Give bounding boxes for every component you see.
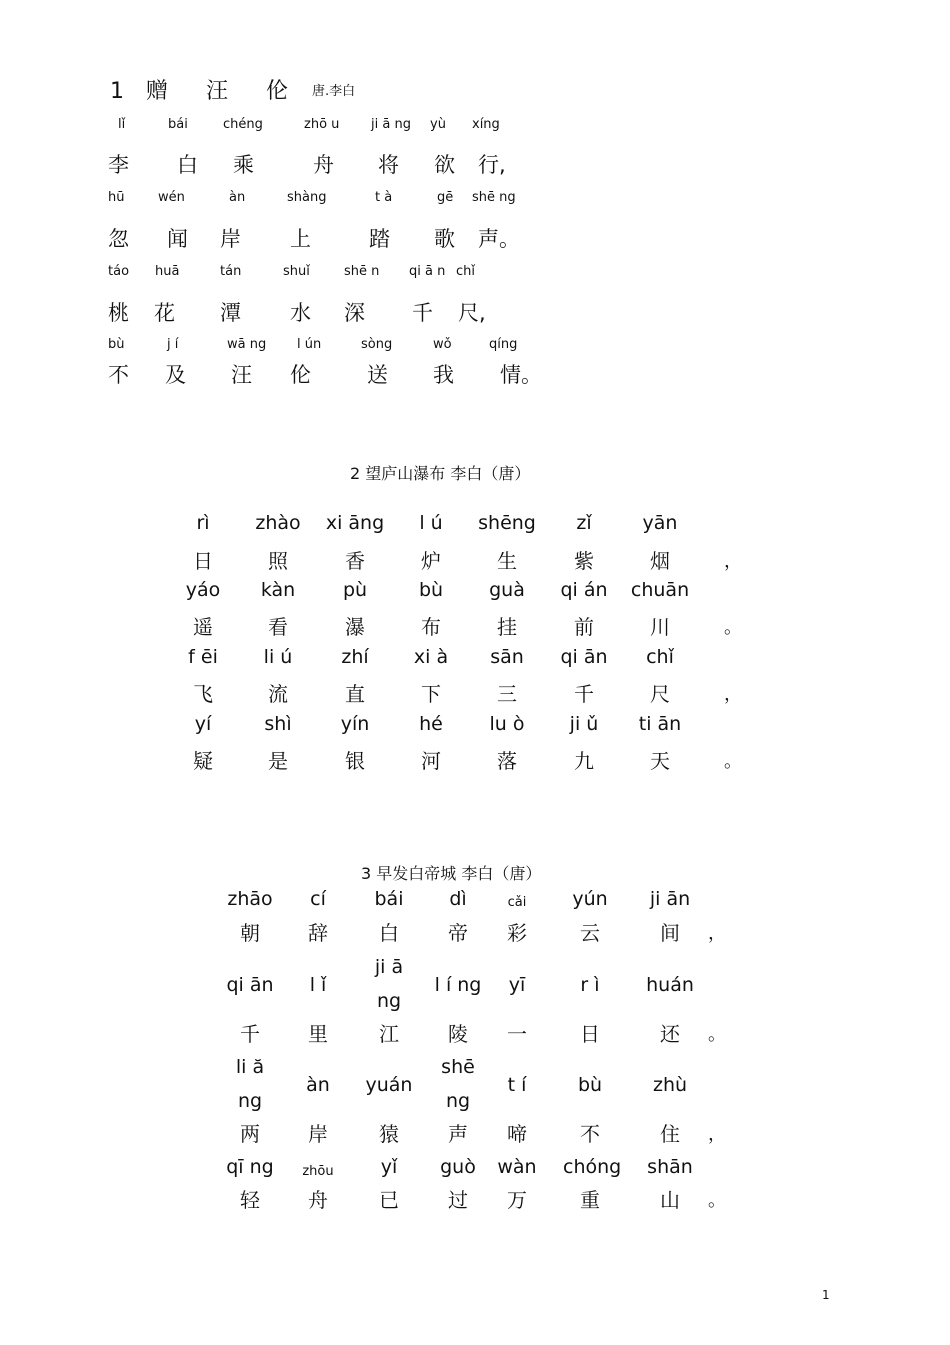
poem1-pinyin: yù xyxy=(430,117,446,132)
poem3-char: 帝 xyxy=(448,921,468,945)
poem2-pinyin: l ú xyxy=(419,512,443,534)
poem1-pinyin: j í xyxy=(167,337,179,352)
poem2-char: 挂 xyxy=(497,615,517,639)
poem2-pinyin: pù xyxy=(342,579,368,601)
poem2-char: 川 xyxy=(650,615,670,639)
poem1-pinyin: chéng xyxy=(223,117,263,132)
poem2-pinyin: qi án xyxy=(560,579,608,601)
poem3-char: 陵 xyxy=(448,1022,468,1046)
poem2-pinyin: zhí xyxy=(341,646,369,668)
poem2-char: 尺 xyxy=(650,682,670,706)
poem1-pinyin: shē ng xyxy=(472,190,516,205)
poem2-pinyin: kàn xyxy=(260,579,296,601)
poem3-pinyin: wàn xyxy=(497,1156,537,1178)
poem2-char: 前 xyxy=(574,615,594,639)
poem2-char: 疑 xyxy=(193,749,213,773)
poem2-pinyin: xi āng xyxy=(325,512,385,534)
poem2-heading: 2 望庐山瀑布 李白（唐） xyxy=(350,464,531,483)
poem1-pinyin: zhō u xyxy=(304,117,340,132)
poem1-pinyin: wǒ xyxy=(433,337,452,352)
poem3-pinyin: l í ng xyxy=(434,974,482,996)
poem2-char: 紫 xyxy=(574,549,594,573)
poem3-pinyin: chóng xyxy=(563,1156,622,1178)
poem2-char: 三 xyxy=(497,682,517,706)
poem2-char: 直 xyxy=(345,682,365,706)
poem2-char: 河 xyxy=(421,749,441,773)
poem2-pinyin: yí xyxy=(194,713,212,735)
poem1-pinyin: àn xyxy=(229,190,246,205)
poem2-pinyin: qi ān xyxy=(560,646,608,668)
poem3-char: 已 xyxy=(379,1188,399,1212)
poem1-pinyin: shuǐ xyxy=(283,264,310,279)
poem2-pinyin: zhào xyxy=(255,512,301,534)
poem3-char: 岸 xyxy=(308,1122,328,1146)
poem1-char: 伦 xyxy=(290,363,311,387)
poem2-char: 看 xyxy=(268,615,288,639)
poem2-punctuation: ， xyxy=(724,551,742,572)
poem1-char: 桃 xyxy=(108,301,129,325)
poem1-char: 及 xyxy=(165,363,186,387)
poem1-pinyin: qi ā n xyxy=(409,264,446,279)
poem2-char: 烟 xyxy=(650,549,670,573)
poem2-char: 落 xyxy=(497,749,517,773)
poem2-char: 流 xyxy=(268,682,288,706)
poem3-pinyin: ji ā ng xyxy=(374,956,404,1012)
poem2-pinyin: li ú xyxy=(263,646,293,668)
poem1-pinyin: chǐ xyxy=(456,264,475,279)
poem2-char: 是 xyxy=(268,749,288,773)
poem1-pinyin: huā xyxy=(155,264,180,279)
poem1-number: 1 xyxy=(110,79,124,104)
poem2-pinyin: rì xyxy=(196,512,210,534)
poem2-pinyin: shì xyxy=(264,713,292,735)
poem1-pinyin: t à xyxy=(375,190,393,205)
poem1-char: 千 xyxy=(412,301,433,325)
poem3-pinyin: guò xyxy=(440,1156,476,1178)
poem2-pinyin: ti ān xyxy=(638,713,682,735)
poem3-char: 过 xyxy=(448,1188,468,1212)
poem1-char: 踏 xyxy=(369,227,390,251)
poem2-char: 九 xyxy=(574,749,594,773)
poem2-char: 炉 xyxy=(421,549,441,573)
poem3-pinyin: zhōu xyxy=(302,1164,334,1179)
poem2-pinyin: zǐ xyxy=(576,512,592,534)
poem3-pinyin: l ǐ xyxy=(309,974,327,996)
poem1-title-char: 伦 xyxy=(266,79,289,104)
poem1-char: 舟 xyxy=(313,153,334,177)
poem1-pinyin: xíng xyxy=(472,117,500,132)
poem1-pinyin: gē xyxy=(437,190,454,205)
poem3-char: 里 xyxy=(308,1022,328,1046)
poem3-pinyin: yuán xyxy=(365,1074,413,1096)
poem1-pinyin: hū xyxy=(108,190,125,205)
poem2-char: 飞 xyxy=(193,682,213,706)
poem3-char: 朝 xyxy=(240,921,260,945)
poem3-char: 舟 xyxy=(308,1188,328,1212)
poem1-char: 花 xyxy=(154,301,175,325)
poem1-title xyxy=(110,74,355,105)
poem2-punctuation: ， xyxy=(724,684,742,705)
poem3-char: 猿 xyxy=(379,1122,399,1146)
poem1-char: 我 xyxy=(433,363,454,387)
poem3-pinyin: qī ng xyxy=(226,1156,274,1178)
poem3-char: 白 xyxy=(379,921,399,945)
poem3-char: 还 xyxy=(660,1022,680,1046)
poem1-pinyin: wā ng xyxy=(227,337,267,352)
poem1-title-char: 汪 xyxy=(206,79,229,104)
poem3-char: 重 xyxy=(580,1188,600,1212)
poem3-char: 山 xyxy=(660,1188,680,1212)
poem3-char: 间 xyxy=(660,921,680,945)
poem1-char: 将 xyxy=(378,153,399,177)
poem3-punctuation: 。 xyxy=(708,1190,726,1211)
poem2-pinyin: yáo xyxy=(185,579,221,601)
poem2-pinyin: ji ǔ xyxy=(569,713,599,735)
poem1-pinyin: tán xyxy=(220,264,242,279)
poem3-punctuation: 。 xyxy=(708,1024,726,1045)
poem3-pinyin: àn xyxy=(306,1074,330,1096)
poem1-char: 声。 xyxy=(478,227,520,251)
poem3-pinyin: bái xyxy=(374,888,404,910)
poem3-char: 辞 xyxy=(308,921,328,945)
poem3-pinyin: yǐ xyxy=(380,1156,398,1178)
poem3-pinyin: yī xyxy=(508,974,526,996)
poem3-punctuation: ， xyxy=(708,1124,726,1145)
poem3-pinyin: huán xyxy=(646,974,694,996)
poem2-pinyin: xi à xyxy=(413,646,449,668)
poem3-char: 住 xyxy=(660,1122,680,1146)
poem1-char: 忽 xyxy=(108,227,129,251)
poem1-char: 乘 xyxy=(233,153,254,177)
poem1-pinyin: l ún xyxy=(297,337,322,352)
page-number: 1 xyxy=(822,1288,830,1302)
poem3-char: 万 xyxy=(507,1188,527,1212)
poem2-punctuation: 。 xyxy=(724,751,742,772)
poem2-pinyin: sān xyxy=(490,646,524,668)
poem3-pinyin: bù xyxy=(577,1074,603,1096)
poem3-pinyin: r ì xyxy=(580,974,600,996)
poem3-pinyin: zhāo xyxy=(227,888,273,910)
poem3-pinyin: shān xyxy=(647,1156,693,1178)
poem1-pinyin: táo xyxy=(108,264,130,279)
poem1-char: 歌 xyxy=(434,227,455,251)
poem2-pinyin: bù xyxy=(418,579,444,601)
poem2-pinyin: chuān xyxy=(630,579,690,601)
poem1-char: 潭 xyxy=(220,301,241,325)
poem3-char: 不 xyxy=(580,1122,600,1146)
poem1-pinyin: bái xyxy=(168,117,188,132)
poem2-pinyin: chǐ xyxy=(646,646,674,668)
poem3-char: 千 xyxy=(240,1022,260,1046)
poem1-char: 送 xyxy=(367,363,388,387)
poem1-char: 汪 xyxy=(231,363,252,387)
poem2-pinyin: lu ò xyxy=(489,713,525,735)
poem3-char: 啼 xyxy=(507,1122,527,1146)
poem2-pinyin: f ēi xyxy=(188,646,218,668)
poem2-char: 下 xyxy=(421,682,441,706)
poem2-punctuation: 。 xyxy=(724,617,742,638)
poem2-char: 生 xyxy=(497,549,517,573)
poem1-pinyin: shàng xyxy=(287,190,327,205)
poem3-pinyin: li ă ng xyxy=(235,1056,265,1112)
poem2-char: 遥 xyxy=(193,615,213,639)
poem2-char: 瀑 xyxy=(345,615,365,639)
poem2-char: 照 xyxy=(268,549,288,573)
poem3-pinyin: ji ān xyxy=(649,888,691,910)
poem2-char: 银 xyxy=(345,749,365,773)
poem3-char: 两 xyxy=(240,1122,260,1146)
poem3-char: 彩 xyxy=(507,921,527,945)
poem1-char: 白 xyxy=(177,153,198,177)
poem3-punctuation: ， xyxy=(708,923,726,944)
poem1-char: 上 xyxy=(290,227,311,251)
poem1-author: 唐.李白 xyxy=(312,84,356,99)
poem3-pinyin: qi ān xyxy=(226,974,274,996)
poem1-char: 李 xyxy=(108,153,129,177)
poem1-pinyin: ji ā ng xyxy=(371,117,411,132)
poem2-pinyin: hé xyxy=(419,713,443,735)
poem2-char: 布 xyxy=(421,615,441,639)
poem2-pinyin: yān xyxy=(642,512,678,534)
poem3-pinyin: shē ng xyxy=(441,1056,475,1112)
poem2-char: 千 xyxy=(574,682,594,706)
poem1-char: 水 xyxy=(290,301,311,325)
poem3-pinyin: cí xyxy=(310,888,326,910)
poem3-char: 轻 xyxy=(240,1188,260,1212)
poem1-char: 岸 xyxy=(220,227,241,251)
poem3-char: 一 xyxy=(507,1022,527,1046)
poem1-char: 行, xyxy=(478,153,506,177)
poem1-pinyin: shē n xyxy=(344,264,380,279)
poem1-char: 闻 xyxy=(167,227,188,251)
poem3-pinyin: zhù xyxy=(652,1074,688,1096)
poem2-char: 日 xyxy=(193,549,213,573)
poem3-pinyin: cǎi xyxy=(507,895,527,910)
poem3-char: 日 xyxy=(580,1022,600,1046)
poem1-char: 情。 xyxy=(500,363,542,387)
poem2-pinyin: shēng xyxy=(478,512,536,534)
poem1-char: 不 xyxy=(108,363,129,387)
poem1-pinyin: bù xyxy=(108,337,125,352)
poem3-pinyin: dì xyxy=(449,888,467,910)
poem1-pinyin: wén xyxy=(158,190,185,205)
poem3-char: 江 xyxy=(379,1022,399,1046)
poem1-char: 深 xyxy=(344,301,365,325)
poem1-title-char: 赠 xyxy=(146,79,169,104)
poem2-char: 天 xyxy=(650,749,670,773)
poem2-pinyin: guà xyxy=(489,579,525,601)
poem3-char: 云 xyxy=(580,921,600,945)
poem1-pinyin: qíng xyxy=(489,337,518,352)
poem3-char: 声 xyxy=(448,1122,468,1146)
poem3-pinyin: t í xyxy=(507,1074,527,1096)
poem3-heading: 3 早发白帝城 李白（唐） xyxy=(361,864,542,883)
poem1-char: 欲 xyxy=(434,153,455,177)
poem1-pinyin: lǐ xyxy=(118,117,126,132)
poem3-pinyin: yún xyxy=(572,888,608,910)
poem2-char: 香 xyxy=(345,549,365,573)
poem2-pinyin: yín xyxy=(340,713,370,735)
poem1-char: 尺, xyxy=(458,301,486,325)
poem1-pinyin: sòng xyxy=(361,337,393,352)
